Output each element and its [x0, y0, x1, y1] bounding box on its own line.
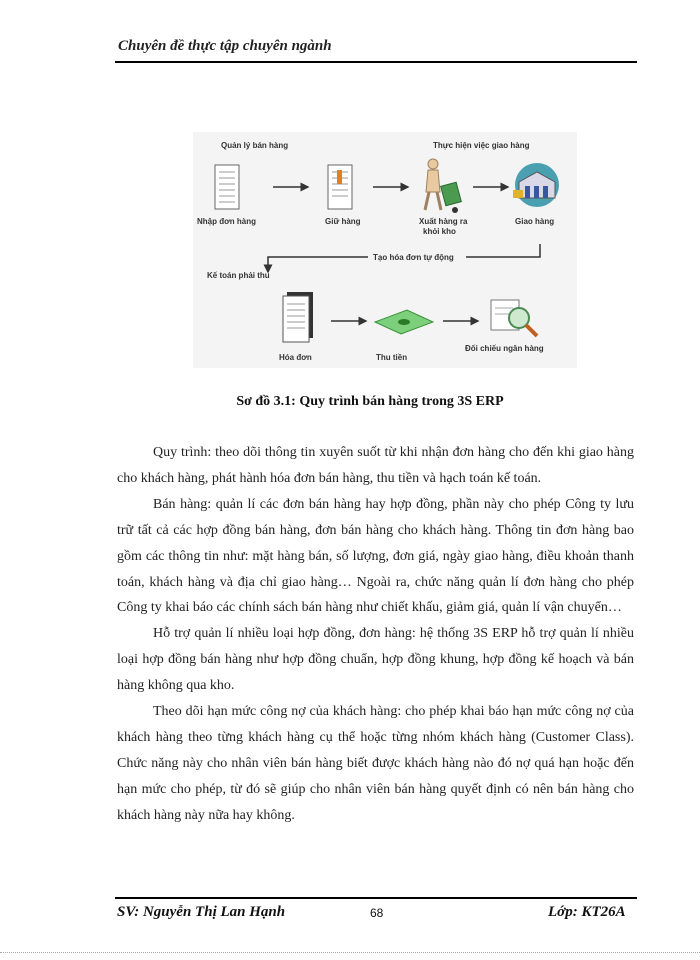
body-text: [117, 440, 634, 829]
label-receivables: Kế toán phải thu: [207, 271, 270, 280]
footer-page-number: 68: [370, 906, 384, 920]
label-bank-reconcile: Đối chiếu ngân hàng: [465, 344, 544, 353]
page-edge-divider: [0, 952, 700, 953]
footer-student: SV: Nguyễn Thị Lan Hạnh: [117, 904, 286, 920]
paragraph-process: Quy trình: theo dõi thông tin xuyên suốt từ khi nhận đơn hàng cho đến khi giao hàng cho khách hàng, phát hành hóa đơn bán hàng, thu tiền và hạch toán kế toán.: [117, 445, 634, 486]
order-document-icon: [215, 165, 239, 209]
hold-document-icon: [328, 165, 352, 209]
header-title: Chuyên đề thực tập chuyên ngành: [118, 38, 332, 54]
invoice-document-icon: [283, 292, 313, 342]
label-hold-goods: Giữ hàng: [325, 217, 361, 226]
label-sales-management: Quản lý bán hàng: [221, 141, 289, 150]
label-delivery: Giao hàng: [515, 217, 555, 226]
paragraph-sales: Bán hàng: quản lí các đơn bán hàng hay hợp đồng, phần này cho phép Công ty lưu trữ tất cả các hợp đồng bán hàng, đơn bán hàng cho khách hàng. Thông tin đơn hàng bao gồm các thông tin như: mặt hàng bán, số lượng, đơn giá, ngày giao hàng, điều khoản thanh toán, khách hàng và địa chỉ giao hàng… Ngoài ra, chức năng quản lí đơn hàng cho phép Công ty khai báo các chính sách bán hàng như chiết khấu, giảm giá, quản lí vận chuyển…: [117, 496, 634, 616]
label-invoice: Hóa đơn: [279, 353, 312, 362]
sales-process-diagram: [193, 132, 577, 368]
label-collect-money: Thu tiền: [376, 353, 408, 362]
label-delivery-execution: Thực hiện việc giao hàng: [433, 141, 530, 150]
figure-caption: Sơ đồ 3.1: Quy trình bán hàng trong 3S ERP: [236, 394, 504, 409]
header-rule: [115, 61, 637, 63]
paragraph-credit-limit: Theo dõi hạn mức công nợ của khách hàng: cho phép khai báo hạn mức công nợ của khách hàng theo từng khách hàng cụ thể hoặc từng nhóm khách hàng (Customer Class). Chức năng này cho nhân viên bán hàng biết được khách hàng nào đó nợ quá hạn hoặc đến hạn mức cho phép, từ đó sẽ giúp cho nhân viên bán hàng quyết định có nên bán hàng cho khách hàng này nữa hay không.: [117, 704, 634, 823]
label-order-entry: Nhập đơn hàng: [197, 217, 257, 226]
footer-class: Lớp: KT26A: [548, 904, 626, 920]
paragraph-contracts: Hỗ trợ quản lí nhiều loại hợp đồng, đơn hàng: hệ thống 3S ERP hỗ trợ quản lí nhiều loại hợp đồng bán hàng như hợp đồng chuẩn, hợp đồng khung, hợp đồng kế hoạch và bán hàng không qua kho.: [117, 626, 634, 694]
label-goods-issue-line1: Xuất hàng ra: [419, 217, 468, 226]
label-auto-invoice: Tạo hóa đơn tự động: [373, 253, 454, 262]
label-goods-issue-line2: khỏi kho: [423, 227, 456, 236]
footer-rule: [115, 897, 637, 899]
